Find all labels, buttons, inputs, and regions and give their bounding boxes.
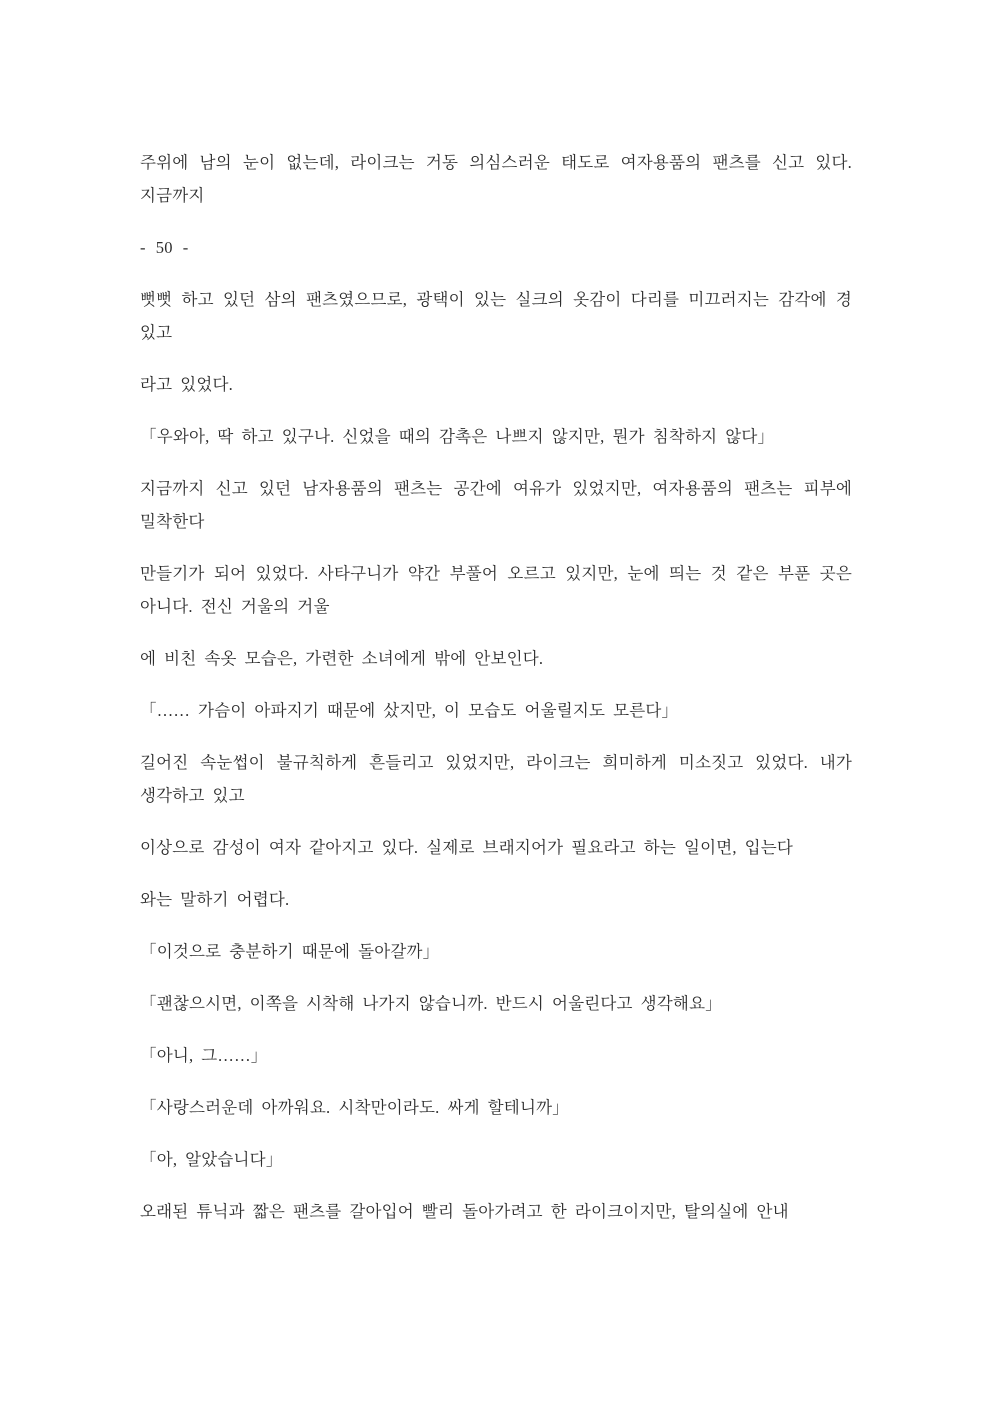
paragraph [140,472,852,538]
text-line: 「사랑스러운데 아까워요. 시착만이라도. 싸게 할테니까」 [140,1098,569,1117]
text-line: 주위에 남의 눈이 없는데, 라이크는 거동 의심스러운 태도로 여자용품의 팬츠를 신고 있다. [140,153,852,172]
text-line: 오래된 튜닉과 짧은 팬츠를 갈아입어 빨리 돌아가려고 한 라이크이지만, 탈의실에 안내 [140,1202,789,1221]
paragraph [140,368,852,401]
dialogue-paragraph [140,1091,852,1124]
paragraph [140,146,852,212]
dialogue-paragraph [140,1143,852,1176]
paragraph [140,831,852,864]
text-line: 아니다. 전신 거울의 거울 [140,597,330,616]
paragraph [140,746,852,812]
text-line: 밀착한다 [140,512,205,531]
text-line: 길어진 속눈썹이 불규칙하게 흔들리고 있었지만, 라이크는 희미하게 미소짓고 있었다. 내가 [140,753,852,772]
text-line: 생각하고 있고 [140,786,245,805]
text-line: 「…… 가슴이 아파지기 때문에 샀지만, 이 모습도 어울릴지도 모른다」 [140,701,679,720]
dialogue-paragraph [140,987,852,1020]
text-line: 와는 말하기 어렵다. [140,890,290,909]
text-line: 라고 있었다. [140,375,233,394]
text-line: 「우와아, 딱 하고 있구나. 신었을 때의 감촉은 나쁘지 않지만, 뭔가 침착하지 않다」 [140,427,775,446]
paragraph [140,1195,852,1228]
text-line: 「아, 알았습니다」 [140,1150,283,1169]
text-line: 에 비친 속옷 모습은, 가련한 소녀에게 밖에 안보인다. [140,649,544,668]
text-line: 지금까지 [140,186,205,205]
text-line: 만들기가 되어 있었다. 사타구니가 약간 부풀어 오르고 있지만, 눈에 띄는 것 같은 부푼 곳은 [140,564,852,583]
text-line: 「이것으로 충분하기 때문에 돌아갈까」 [140,942,440,961]
text-line: 지금까지 신고 있던 남자용품의 팬츠는 공간에 여유가 있었지만, 여자용품의 팬츠는 피부에 [140,479,852,498]
document-page [140,146,852,1247]
dialogue-paragraph [140,1039,852,1072]
paragraph [140,642,852,675]
dialogue-paragraph [140,420,852,453]
paragraph [140,283,852,349]
text-line: 있고 [140,323,173,342]
text-line: 「아니, 그……」 [140,1046,268,1065]
text-line: 이상으로 감성이 여자 같아지고 있다. 실제로 브래지어가 필요라고 하는 일이면, 입는다 [140,838,794,857]
text-line: - 50 - [140,238,189,257]
paragraph [140,557,852,623]
paragraph [140,883,852,916]
dialogue-paragraph [140,935,852,968]
text-body [140,146,852,1228]
page-number [140,231,852,264]
text-line: 뻣뻣 하고 있던 삼의 팬츠였으므로, 광택이 있는 실크의 옷감이 다리를 미끄러지는 감각에 경 [140,290,852,309]
text-line: 「괜찮으시면, 이쪽을 시착해 나가지 않습니까. 반드시 어울린다고 생각해요」 [140,994,722,1013]
dialogue-paragraph [140,694,852,727]
